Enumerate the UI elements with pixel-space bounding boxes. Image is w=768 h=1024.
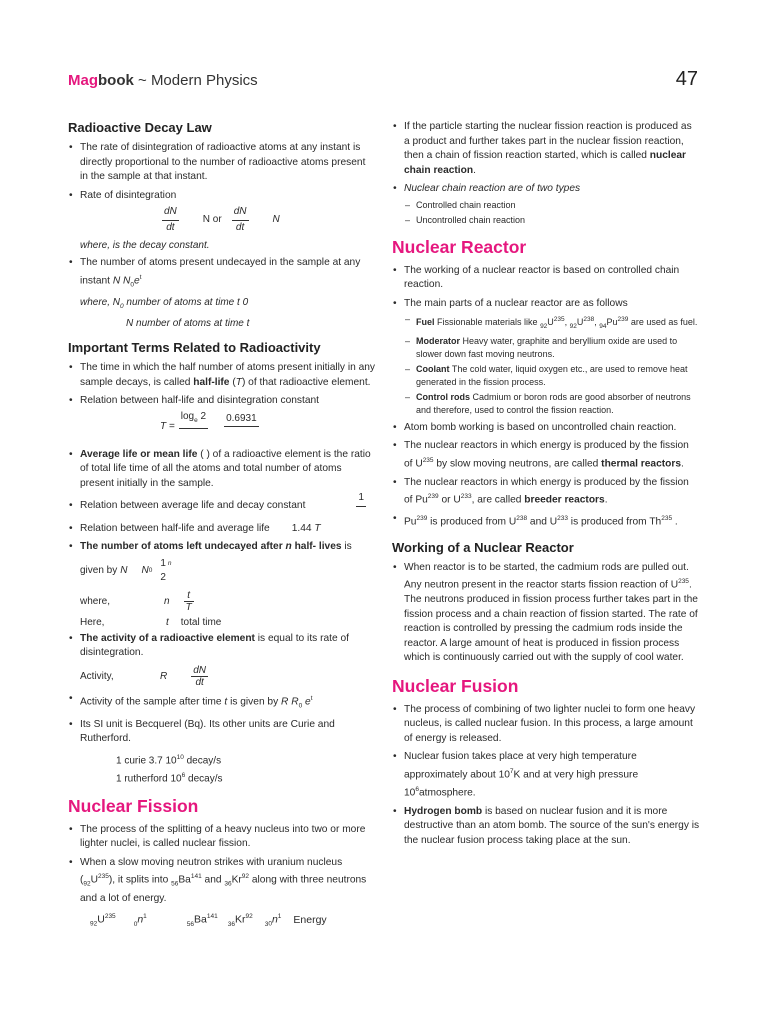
symbol: n: [285, 541, 292, 553]
superscript: 239: [427, 493, 439, 501]
text: Here,: [80, 616, 105, 628]
reactor-point-2: [392, 297, 700, 417]
subscript: 56: [186, 921, 195, 929]
reactor-part-fuel: – Fuel Fissionable materials like $_{92}U^{235}$, $_{92}U^{238}$, $_{94}Pu^{239}$ are used as fuel.: [404, 313, 700, 333]
term-average-life: [68, 448, 376, 492]
fraction-denominator: dt: [235, 221, 245, 233]
text: or U: [438, 494, 461, 506]
subscript: 0: [133, 921, 138, 929]
rutherford-conversion: [116, 769, 376, 785]
subscript: 94: [599, 322, 607, 330]
text: Nuclear chain reaction are of two types: [404, 183, 581, 194]
half-life-fraction: [179, 410, 208, 444]
bold-term: Moderator: [416, 335, 461, 346]
text: If the particle starting the nuclear fission reaction is produced as a product and further takes part in the nuclear fission reaction, then a chain of fission reaction started, which is called: [404, 121, 692, 161]
text: is produced from Th: [567, 516, 662, 528]
fraction-numerator: 1: [356, 491, 366, 507]
text: The time in which the half number of atoms present initially in any sample decays, is called: [80, 362, 376, 388]
decay-law-list-2: [68, 256, 376, 292]
superscript: 239: [617, 316, 629, 323]
reactor-part-control-rods: [404, 391, 700, 417]
superscript: 238: [583, 316, 595, 323]
reactor-part-coolant: [404, 363, 700, 389]
element: U: [547, 317, 554, 327]
term-half-average-relation: [68, 522, 376, 537]
chain-type-controlled: – Controlled chain reaction: [404, 199, 700, 212]
text: . The neutrons produced in fission process further takes part in the fission process and a chain reaction of fission started. The rate of reaction is controlled by pressing the cadmium rods inside the reactor. A large amount of heat is produced in fission process which is continuously carried out with the supply of cool water.: [404, 579, 698, 664]
bold-term: breeder reactors: [524, 494, 605, 506]
text: is given by: [227, 696, 282, 708]
decay-law-point-1: • The rate of disintegration of radioactive atoms at any instant is directly proportional to the number of radioactive atoms present in the sample at that instant.: [68, 141, 376, 185]
element: Ba: [178, 874, 191, 886]
superscript: n: [167, 559, 172, 567]
text: .: [672, 516, 678, 528]
superscript: 1: [143, 913, 147, 921]
equation: e: [302, 696, 311, 708]
fraction-denominator: dt: [195, 676, 204, 688]
here-total-time: [80, 617, 376, 628]
superscript: 239: [416, 515, 428, 523]
text: t: [237, 297, 240, 309]
decay-law-point-3: [68, 256, 376, 292]
superscript: 235: [422, 456, 434, 464]
superscript: t: [139, 273, 142, 281]
text: Pu: [404, 516, 417, 528]
text: (: [229, 376, 236, 388]
average-life-equation: [356, 491, 366, 507]
subscript: 3: [264, 921, 269, 929]
rate-equation: [162, 205, 376, 235]
superscript: 141: [190, 873, 202, 880]
section-title-nuclear-fission: Nuclear Fission: [68, 795, 199, 816]
fission-reaction: [90, 910, 376, 931]
subscript: 92: [83, 880, 91, 888]
reactor-list: [392, 264, 700, 530]
term-undecayed-atoms: [68, 540, 376, 586]
text: 0: [239, 297, 249, 309]
bold-term: nuclear chain reaction: [404, 150, 687, 176]
equation: N N: [112, 274, 131, 286]
equation: e: [134, 274, 140, 286]
reactor-point-6: [392, 512, 700, 530]
element: U: [576, 317, 584, 327]
superscript: t: [310, 694, 313, 702]
element: Kr: [231, 874, 242, 886]
term-activity: [68, 632, 376, 661]
subscript: 92: [540, 322, 548, 330]
right-column: [392, 120, 700, 852]
bold-term: Fuel: [416, 317, 435, 327]
fraction-numerator: dN: [162, 205, 179, 221]
bold-term: half-life: [193, 376, 230, 388]
superscript: 233: [557, 515, 568, 523]
text: 1 curie 3.7 10: [116, 755, 177, 767]
text: The number of atoms present undecayed in the sample at any instant: [80, 257, 361, 286]
decay-law-list: [68, 141, 376, 235]
symbol: n: [271, 913, 278, 926]
superscript: 235: [98, 873, 109, 880]
chain-types-list: [404, 199, 700, 227]
bold-term: The number of atoms left undecayed after: [80, 541, 286, 553]
fraction-numerator: [179, 410, 208, 430]
reactor-point-5: [392, 476, 700, 508]
element: U: [97, 913, 105, 926]
page-number: 47: [675, 68, 698, 90]
where-n0: [80, 296, 376, 313]
superscript: 7: [509, 767, 514, 775]
text: .: [473, 164, 476, 176]
text: ) of that radioactive element.: [241, 376, 371, 388]
working-point-1: [392, 561, 700, 666]
chain-type-uncontrolled: – Uncontrolled chain reaction: [404, 214, 700, 227]
fraction-denominator: [179, 429, 208, 444]
reactor-parts-list: [404, 313, 700, 417]
bold-term: Control rods: [416, 391, 470, 402]
chain-reaction-point-1: [392, 120, 700, 178]
superscript: 233: [460, 493, 472, 501]
subscript: 0: [298, 702, 303, 710]
chain-reaction-list: [392, 120, 700, 227]
text: and: [201, 874, 225, 886]
text: are used as fuel.: [628, 317, 698, 327]
superscript: 235: [661, 515, 673, 523]
text: Nuclear fusion takes place at very high temperature approximately about 10: [404, 751, 637, 781]
text: is: [341, 541, 352, 553]
section-title-decay-law: Radioactive Decay Law: [68, 120, 212, 135]
fraction-denominator: [224, 427, 259, 442]
equation-lhs: T =: [160, 420, 175, 432]
brand-mag: Mag: [68, 72, 98, 89]
superscript: 235: [678, 578, 689, 586]
text: is produced from U: [427, 516, 517, 528]
activity-equation: [80, 665, 376, 688]
fraction-denominator: dt: [166, 221, 175, 233]
term-half-life-relation: [68, 394, 376, 444]
term-average-life-relation: [68, 492, 376, 514]
text: The nuclear reactors in which energy is produced by the fission of U: [404, 440, 689, 470]
text: K and at very high pressure 10: [404, 769, 639, 799]
half-life-value: [224, 412, 259, 442]
text: Activity,: [80, 670, 114, 682]
decay-law-point-2: [68, 189, 376, 236]
equation: R R: [281, 696, 299, 708]
text: The nuclear reactors in which energy is produced by the fission of Pu: [404, 476, 689, 506]
subscript: 92: [90, 921, 98, 929]
section-title-important-terms: Important Terms Related to Radioactivity: [68, 340, 321, 356]
rate-equation-mid: N or: [202, 213, 222, 225]
text: N: [126, 318, 134, 330]
text: given by: [80, 565, 118, 577]
rate-label: Rate of disintegration: [80, 189, 177, 201]
bold-term: Coolant: [416, 363, 450, 374]
superscript: 235: [104, 913, 116, 921]
symbol: R: [160, 670, 168, 682]
term-activity-time: [68, 692, 376, 714]
element: U: [90, 874, 98, 886]
reactor-part-moderator: [404, 335, 700, 361]
where-n-equation: [80, 590, 376, 613]
chain-reaction-point-2: [392, 182, 700, 227]
fission-point-1: • The process of the splitting of a heavy nucleus into two or more lighter nuclei, is called nuclear fission.: [68, 823, 376, 852]
symbol: T: [235, 376, 242, 388]
undecayed-equation: [80, 557, 376, 586]
term-si-unit: • Its SI unit is Becquerel (Bq). Its other units are Curie and Rutherford.: [68, 718, 376, 747]
decay-constant-note: where, is the decay constant.: [80, 240, 210, 251]
superscript: 6: [415, 785, 419, 793]
text: number of atoms at time: [133, 318, 247, 330]
activity-fraction: [191, 665, 208, 688]
symbol: n: [137, 913, 144, 926]
fraction-numerator: dN: [193, 664, 207, 676]
text: atmosphere.: [418, 787, 476, 799]
fusion-point-1: • The process of combining of two lighter nuclei to form one heavy nucleus, is called nuclear fusion. In this process, a large amount of energy is released.: [392, 703, 700, 747]
text: Relation between half-life and disintegration constant: [80, 395, 319, 407]
text: 1 rutherford 10: [116, 773, 182, 785]
superscript: 92: [245, 913, 253, 921]
terms-list-2: [68, 632, 376, 661]
superscript: 238: [516, 515, 528, 523]
superscript: 235: [553, 316, 565, 323]
terms-list-3: [68, 692, 376, 747]
text: and U: [527, 516, 558, 528]
working-list: [392, 561, 700, 666]
fission-point-2: [68, 856, 376, 907]
element: Ba: [194, 913, 207, 926]
fraction-denominator: T: [185, 601, 192, 613]
text: decay/s: [183, 755, 222, 767]
fraction-denominator: 2: [160, 572, 166, 584]
section-title-working-reactor: Working of a Nuclear Reactor: [392, 539, 574, 555]
rate-fraction-2: [232, 205, 249, 235]
element: Kr: [234, 913, 246, 926]
half-fraction: [158, 557, 168, 586]
reactor-point-4: [392, 439, 700, 471]
text: by slow moving neutrons, are called: [433, 458, 602, 470]
text: t: [246, 318, 250, 330]
subscript: e: [194, 416, 198, 424]
text: When a slow moving neutron strikes with uranium nucleus (: [80, 856, 343, 886]
text: When reactor is to be started, the cadmium rods are pulled out. Any neutron present in the reactor starts fission reaction of U: [404, 561, 689, 591]
symbol: t: [224, 696, 228, 708]
fraction-numerator: 0.6931: [224, 412, 259, 428]
equation: 1.44: [291, 522, 315, 534]
fusion-list: [392, 703, 700, 848]
bold-term: Hydrogen bomb: [404, 805, 483, 817]
text: Relation between half-life and average life: [80, 522, 270, 534]
reactor-point-1: • The working of a nuclear reactor is based on controlled chain reaction.: [392, 264, 700, 293]
bold-term: Average life or mean life: [80, 448, 198, 460]
text: log: [180, 410, 195, 422]
text: Fissionable materials like: [434, 317, 541, 327]
subscript: 0: [268, 921, 272, 929]
where-n: [126, 317, 376, 330]
subscript: 0: [120, 303, 124, 311]
symbol: n: [164, 595, 170, 607]
text: where,: [80, 595, 111, 607]
t-over-T: [184, 590, 194, 613]
superscript: 6: [181, 772, 186, 780]
symbol: T: [314, 522, 321, 534]
bold-term: thermal reactors: [601, 458, 682, 470]
subscript: 36: [224, 880, 232, 888]
fraction-numerator: dN: [232, 205, 249, 221]
superscript: 10: [176, 753, 184, 761]
text: Heavy water, graphite and beryllium oxide are used to slower down fast moving neutrons.: [416, 335, 678, 359]
fusion-point-2: [392, 750, 700, 800]
bold-term: The activity of a radioactive element: [80, 632, 255, 644]
superscript: 141: [206, 913, 218, 921]
text: , are called: [471, 494, 525, 506]
section-title-nuclear-reactor: Nuclear Reactor: [392, 236, 527, 257]
fraction-numerator: 1: [160, 557, 166, 569]
text: where, N: [80, 297, 121, 309]
rate-equation-end: N: [272, 213, 280, 225]
superscript: 92: [241, 873, 250, 880]
subscript: 0: [130, 280, 135, 288]
text: Activity of the sample after time: [80, 696, 225, 708]
superscript: 1: [277, 913, 282, 921]
symbol: N: [141, 565, 149, 577]
text: Cadmium or boron rods are good absorber of neutrons and therefore, used to control the fission reaction.: [416, 391, 691, 415]
subscript: 56: [171, 880, 179, 888]
reactor-point-3: • Atom bomb working is based on uncontrolled chain reaction.: [392, 421, 700, 436]
fraction-numerator: t: [184, 590, 194, 602]
brand-title: [68, 72, 258, 89]
subscript: 0: [148, 567, 153, 575]
curie-conversion: [116, 751, 376, 767]
text: is based on nuclear fusion and it is more destructive than an atom bomb. The source of the sun's energy is the nuclear fusion process taking place at the sun.: [404, 805, 700, 846]
text: is equal to its rate of disintegration.: [80, 632, 349, 659]
term-half-life: [68, 361, 376, 390]
element: Pu: [606, 317, 618, 327]
terms-list: [68, 361, 376, 586]
bold-term: half- lives: [291, 541, 342, 553]
fission-list: [68, 823, 376, 907]
page-header: [68, 68, 698, 98]
symbol: t: [166, 616, 169, 628]
symbol: N: [120, 565, 128, 577]
text: .: [681, 458, 684, 470]
text: total time: [180, 616, 222, 628]
text: Relation between average life and decay constant: [80, 500, 306, 512]
text: decay/s: [185, 773, 223, 785]
brand-book: book: [98, 72, 134, 89]
text: ), it splits into: [108, 874, 172, 886]
text: Energy: [293, 913, 327, 926]
text: The cold water, liquid oxygen etc., are used to remove heat generated in the fission process.: [416, 363, 688, 387]
text: number of atoms at time: [123, 297, 238, 309]
text: 2: [197, 410, 207, 422]
subscript: 92: [569, 322, 577, 330]
half-life-equation: [160, 410, 376, 444]
text: along with three neutrons and a lot of energy.: [80, 874, 367, 904]
fusion-point-3: [392, 805, 700, 849]
rate-fraction-1: [162, 205, 179, 235]
text: The main parts of a nuclear reactor are as follows: [404, 297, 628, 309]
brand-subtitle: ~ Modern Physics: [133, 72, 258, 89]
section-title-nuclear-fusion: Nuclear Fusion: [392, 675, 519, 696]
subscript: 36: [227, 921, 235, 929]
left-column: [68, 116, 376, 931]
text: .: [604, 494, 608, 506]
text: ( ) of a radioactive element is the ratio of total life time of all the atoms and total number of atoms present initially in the sample.: [80, 448, 371, 489]
